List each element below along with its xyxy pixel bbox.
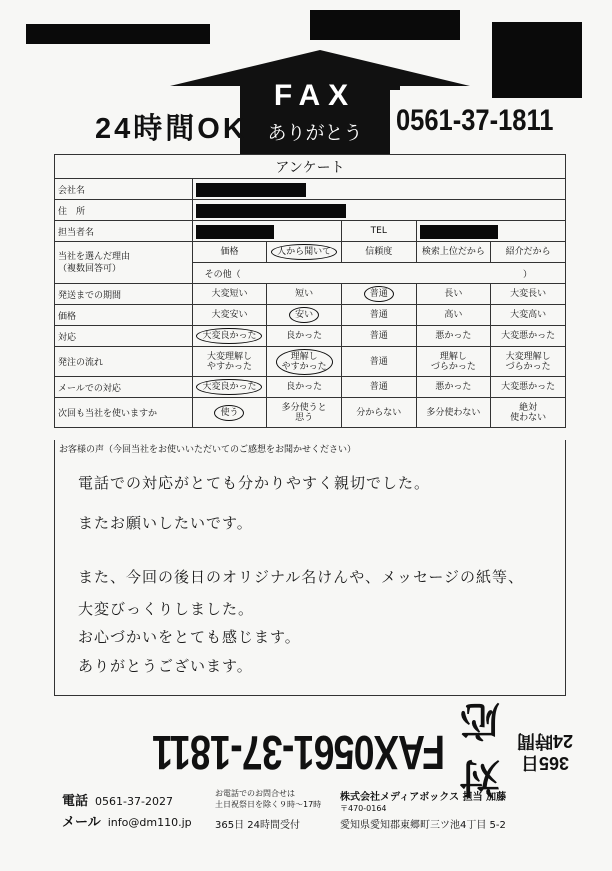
rating-option: 良かった [267, 377, 342, 398]
rating-label: 価格 [55, 305, 193, 326]
rating-option: 悪かった [416, 326, 491, 347]
comment-line: またお願いしたいです。 [78, 514, 253, 532]
rating-option: 分からない [341, 398, 416, 428]
selected-circle: 人から聞いて [271, 244, 337, 260]
rating-option: 大変悪かった [491, 377, 566, 398]
rating-label: 発注の流れ [55, 347, 193, 377]
reason-other: その他（ ） [192, 263, 565, 284]
rating-option [267, 347, 342, 377]
reason-label: 当社を選んだ理由 （複数回答可） [55, 242, 193, 284]
rating-label: 対応 [55, 326, 193, 347]
rating-row [55, 284, 566, 305]
rating-option: 大変安い [192, 305, 267, 326]
hours-ok-label: 24時間OK [95, 113, 247, 145]
survey-title: アンケート [55, 155, 566, 179]
address-field [192, 200, 565, 221]
rating-option: 大変高い [491, 305, 566, 326]
person-field [192, 221, 341, 242]
redaction-bar [310, 10, 460, 40]
rating-option: 良かった [267, 326, 342, 347]
reason-option [267, 242, 342, 263]
selected-circle: 使う [214, 405, 244, 421]
comment-line: 電話での対応がとても分かりやすく親切でした。 [78, 474, 431, 492]
selected-circle: 安い [289, 307, 319, 323]
redaction-bar [196, 204, 346, 218]
rating-option: 短い [267, 284, 342, 305]
tel-field [416, 221, 565, 242]
fax-thanks: ありがとう [267, 122, 363, 144]
footer-note: お電話でのお問合せは 土日祝祭日を除く９時〜17時 [215, 789, 322, 809]
comment-line: 大変びっくりしました。 [78, 600, 255, 618]
address-label: 住 所 [55, 200, 193, 221]
rating-option: 大変長い [491, 284, 566, 305]
rating-option: 悪かった [416, 377, 491, 398]
selected-circle: 理解し やすかった [276, 349, 333, 375]
rating-option: 多分使うと 思う [267, 398, 342, 428]
rating-option: 普通 [341, 305, 416, 326]
redaction-bar [420, 225, 498, 239]
fax-word: FAX [273, 79, 357, 112]
company-label: 会社名 [55, 179, 193, 200]
banner-taio: 対応 [460, 698, 500, 799]
comment-line: お心づかいをとても感じます。 [78, 628, 301, 646]
banner-fax: FAX0561-37-1811 [152, 725, 445, 779]
footer-tel: 電話 0561-37-2027 [62, 793, 173, 808]
redaction-bar [196, 225, 274, 239]
rating-option: 多分使わない [416, 398, 491, 428]
rating-option [192, 326, 267, 347]
person-label: 担当者名 [55, 221, 193, 242]
rating-option: 絶対 使わない [491, 398, 566, 428]
reason-option: 紹介だから [491, 242, 566, 263]
rating-option: 普通 [341, 377, 416, 398]
rating-row [55, 377, 566, 398]
rating-option: 普通 [341, 347, 416, 377]
rating-option: 大変理解し づらかった [491, 347, 566, 377]
reason-option: 価格 [192, 242, 267, 263]
rating-option [267, 305, 342, 326]
comment-line: ありがとうございます。 [78, 657, 253, 675]
rating-row [55, 326, 566, 347]
rating-label: メールでの対応 [55, 377, 193, 398]
rating-option: 大変理解し やすかった [192, 347, 267, 377]
redaction-bar [26, 24, 210, 44]
footer-company: 株式会社メディアボックス 担当 加藤 [340, 792, 507, 803]
fax-badge [240, 74, 390, 154]
rating-row [55, 347, 566, 377]
rating-option: 大変短い [192, 284, 267, 305]
fax-number: 0561-37-1811 [396, 104, 554, 137]
rating-option: 理解し づらかった [416, 347, 491, 377]
redaction-bar [492, 22, 582, 98]
footer-zip: 〒470-0164 [340, 804, 387, 813]
tel-label: TEL [341, 221, 416, 242]
survey-table [54, 154, 566, 428]
comments-heading: お客様の声（今回当社をお使いいただいてのご感想をお聞かせください） [59, 445, 357, 455]
rating-label: 次回も当社を使いますか [55, 398, 193, 428]
rating-option: 高い [416, 305, 491, 326]
company-field [192, 179, 565, 200]
footer-mail: メール info@dm110.jp [62, 814, 192, 829]
rating-option: 大変悪かった [491, 326, 566, 347]
reason-option: 信頼度 [341, 242, 416, 263]
selected-circle: 大変良かった [196, 379, 262, 395]
rating-option [341, 284, 416, 305]
comment-line: また、今回の後日のオリジナル名けんや、メッセージの紙等、 [78, 568, 525, 586]
footer-note3: 365日 24時間受付 [215, 820, 300, 831]
rating-label: 発送までの期間 [55, 284, 193, 305]
rating-option: 長い [416, 284, 491, 305]
rating-option [192, 398, 267, 428]
rating-option [192, 377, 267, 398]
selected-circle: 普通 [364, 286, 394, 302]
redaction-bar [196, 183, 306, 197]
reason-option: 検索上位だから [416, 242, 491, 263]
rating-option: 普通 [341, 326, 416, 347]
rating-row [55, 398, 566, 428]
footer-address: 愛知県愛知郡東郷町三ツ池4丁目 5-2 [340, 820, 506, 831]
selected-circle: 大変良かった [196, 328, 262, 344]
banner-days-hours: 365日 24時間 [516, 731, 574, 773]
rating-row [55, 305, 566, 326]
